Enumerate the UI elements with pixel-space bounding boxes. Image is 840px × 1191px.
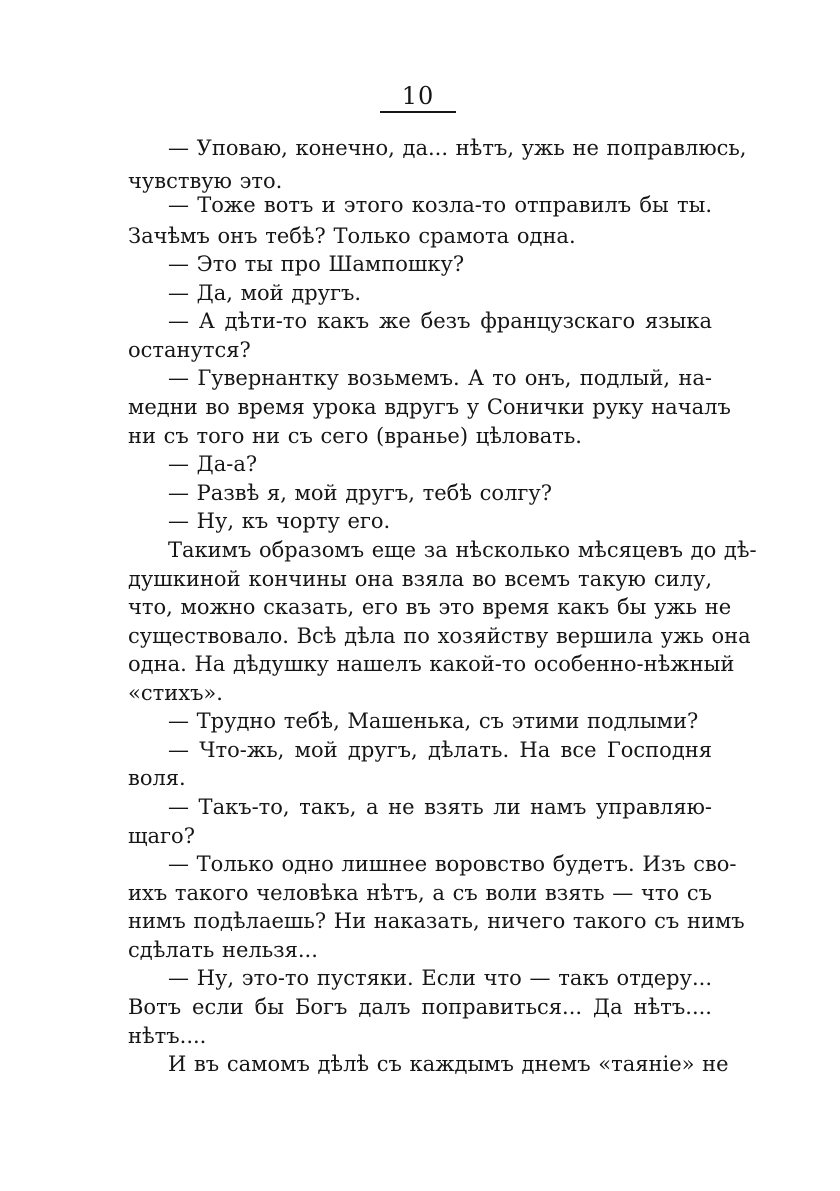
text-line: чувствую это. (128, 169, 283, 193)
text-line: Такимъ образомъ еще за нѣсколько мѣсяцевъ до дѣ- (168, 538, 757, 562)
text-line: — Да, мой другъ. (168, 281, 362, 305)
text-line: щаго? (128, 824, 195, 848)
text-line: — Ну, это-то пустяки. Если что — такъ отдеру... (168, 966, 712, 990)
text-line: — Гувернантку возьмемъ. А то онъ, подлый, на- (168, 366, 712, 390)
text-line: воля. (128, 766, 186, 790)
text-line: — Трудно тебѣ, Машенька, съ этими подлыми? (168, 709, 699, 733)
text-line: — Только одно лишнее воровство будетъ. Изъ сво- (168, 852, 737, 876)
text-line: Вотъ если бы Богъ далъ поправиться... Да нѣтъ.... (128, 995, 712, 1019)
page-number: 10 (401, 82, 435, 110)
text-line: — Ну, къ чорту его. (168, 509, 391, 533)
text-line: что, можно сказать, его въ это время какъ бы ужь не (128, 595, 732, 619)
text-line: ихъ такого человѣка нѣтъ, а съ воли взять — что съ (128, 881, 712, 905)
text-line: Зачѣмъ онъ тебѣ? Только срамота одна. (128, 224, 576, 248)
text-line: «стихъ». (128, 681, 223, 705)
text-line: существовало. Всѣ дѣла по хозяйству вершила ужь она (128, 624, 751, 648)
text-line: медни во время урока вдругъ у Сонички руку началъ (128, 395, 731, 419)
text-line: — Тоже вотъ и этого козла-то отправилъ бы ты. (168, 193, 712, 217)
text-line: сдѣлать нельзя... (128, 938, 318, 962)
page-number-rule (380, 111, 456, 113)
text-line: душкиной кончины она взяла во всемъ такую силу, (128, 567, 712, 591)
text-line: — А дѣти-то какъ же безъ французскаго языка (168, 309, 712, 333)
text-line: ни съ того ни съ сего (вранье) цѣловать. (128, 424, 582, 448)
text-line: — Развѣ я, мой другъ, тебѣ солгу? (168, 481, 553, 505)
text-line: одна. На дѣдушку нашелъ какой-то особенно-нѣжный (128, 652, 735, 676)
text-line: — Это ты про Шампошку? (168, 252, 465, 276)
text-line: — Да-а? (168, 452, 258, 476)
text-line: нѣтъ.... (128, 1024, 207, 1048)
text-line: — Уповаю, конечно, да... нѣтъ, ужь не поправлюсь, (168, 136, 747, 160)
text-line: — Такъ-то, такъ, а не взять ли намъ управляю- (168, 795, 712, 819)
text-line: — Что-жь, мой другъ, дѣлать. На все Господня (168, 738, 712, 762)
text-line: останутся? (128, 338, 251, 362)
text-line: нимъ подѣлаешь? Ни наказать, ничего такого съ нимъ (128, 909, 745, 933)
text-line: И въ самомъ дѣлѣ съ каждымъ днемъ «таяніе» не (168, 1052, 729, 1076)
